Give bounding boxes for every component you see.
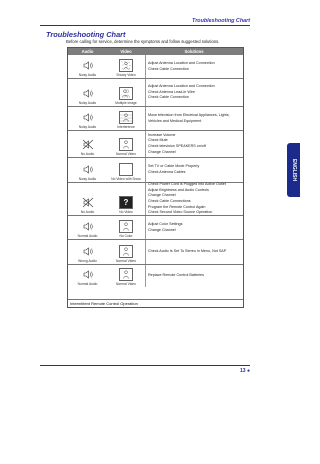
video-caption: No Video	[119, 210, 133, 214]
speaker-icon	[81, 163, 95, 176]
table-row	[68, 216, 243, 240]
solution-line: Check Audio Is Set To Stereo in Menu, Not SAP	[148, 249, 227, 254]
solution-line: Change Channel	[148, 193, 176, 198]
table-row	[68, 55, 243, 79]
audio-caption: Noisy Audio	[78, 73, 97, 77]
question-tv-icon	[119, 196, 133, 209]
language-tab-label: ENGLISH	[290, 158, 297, 182]
audio-caption: No Audio	[80, 210, 95, 214]
solution-line: Check television SPEAKERS on/off	[148, 144, 206, 148]
audio-cell	[68, 265, 107, 287]
solution-line: Check Mute	[148, 138, 168, 143]
solutions-cell	[145, 240, 243, 264]
table-row	[68, 265, 243, 287]
question-glyph: ?	[123, 197, 129, 207]
video-caption: Normal Video	[116, 282, 136, 286]
video-cell	[107, 131, 145, 157]
audio-caption: Normal Audio	[77, 282, 98, 286]
intro-text: Before calling for service, determine the symptoms and follow suggested solutions.	[66, 39, 220, 44]
blank-tv-icon	[119, 163, 133, 176]
solution-line: Check Cable Connection	[148, 66, 189, 71]
solution-line: Program the Remote Control Again	[148, 204, 206, 209]
header-video: Video	[120, 49, 132, 54]
solution-line: Vehicles and Medical Equipment	[148, 118, 202, 123]
speaker-icon	[81, 59, 95, 72]
solution-line: Change Channel	[148, 227, 176, 232]
audio-caption: Noisy Audio	[78, 125, 97, 129]
audio-caption: Noisy Audio	[78, 177, 97, 181]
table-row	[68, 158, 243, 183]
solution-line: Move television from Electrical Appliances, Lights,	[148, 112, 230, 117]
speaker-icon	[81, 268, 95, 281]
audio-cell	[68, 131, 107, 157]
normal-tv-icon	[119, 245, 133, 258]
audio-caption: Normal Audio	[77, 234, 98, 238]
audio-cell	[68, 240, 107, 264]
no-color-tv-icon	[119, 220, 133, 233]
audio-caption: Noisy Audio	[78, 101, 97, 105]
header-solutions: Solutions	[184, 49, 204, 54]
solutions-cell	[145, 265, 243, 287]
solution-line: Set TV or Cable Mode Properly	[148, 164, 200, 169]
snow-tv-icon	[119, 59, 133, 72]
video-cell	[107, 107, 145, 130]
video-caption: Multiple Image	[115, 101, 137, 105]
video-caption: No Color	[119, 234, 133, 238]
audio-caption: Wrong Audio	[78, 259, 97, 263]
running-header-title: Troubleshooting Chart	[192, 18, 250, 24]
speaker-icon	[81, 87, 95, 100]
speaker-muted-icon	[81, 138, 95, 151]
audio-caption: No Audio	[80, 152, 95, 156]
header-rule	[40, 25, 250, 26]
solution-line: Check Power Cord is Plugged into Active Outlet	[148, 182, 226, 187]
solution-line: Check Second Video Source Operation	[148, 210, 213, 215]
solutions-cell	[145, 79, 243, 106]
video-cell	[107, 216, 145, 239]
video-caption: Interference	[117, 125, 135, 129]
troubleshooting-table	[67, 47, 244, 308]
solution-line: Replace Remote Control Batteries	[148, 273, 204, 278]
speaker-muted-icon	[81, 196, 95, 209]
audio-cell	[68, 79, 107, 106]
normal-tv-icon	[119, 138, 133, 151]
video-cell	[107, 240, 145, 264]
solutions-cell	[145, 216, 243, 239]
video-cell	[107, 79, 145, 106]
video-cell	[107, 265, 145, 287]
video-caption: No Video with Snow	[111, 177, 141, 181]
solutions-cell	[145, 183, 243, 215]
speaker-icon	[81, 245, 95, 258]
audio-cell	[68, 107, 107, 130]
audio-cell	[68, 216, 107, 239]
solution-line: Change Channel	[148, 149, 176, 154]
solutions-cell	[145, 158, 243, 182]
solution-line: Check Antenna Lead-in Wire	[148, 89, 195, 94]
table-row	[68, 131, 243, 158]
table-body	[68, 55, 243, 287]
video-cell	[107, 183, 145, 215]
table-header-row	[68, 48, 243, 55]
solutions-cell	[145, 55, 243, 78]
table-last-row: Intermittent Remote Control Operation	[68, 299, 243, 307]
solution-line: Adjust Color Settings	[148, 221, 183, 226]
solution-line: Check Cable Connection	[148, 95, 189, 100]
speaker-icon	[81, 220, 95, 233]
video-cell	[107, 158, 145, 182]
solutions-cell	[145, 107, 243, 130]
section-heading: Troubleshooting Chart	[46, 30, 126, 39]
page-number: 13 ●	[240, 368, 250, 374]
header-audio: Audio	[81, 49, 94, 54]
audio-cell	[68, 55, 107, 78]
ghost-tv-icon	[119, 87, 133, 100]
normal-tv-icon	[119, 268, 133, 281]
footer-rule	[40, 365, 250, 366]
speaker-icon	[81, 111, 95, 124]
video-caption: Snowy Video	[116, 73, 136, 77]
solution-line: Adjust Brightness and Audio Controls	[148, 187, 209, 192]
video-caption: Normal Video	[116, 152, 136, 156]
solution-line: Increase Volume	[148, 132, 176, 137]
video-cell	[107, 55, 145, 78]
table-row	[68, 79, 243, 107]
language-tab	[287, 143, 300, 197]
table-row	[68, 240, 243, 265]
table-row	[68, 183, 243, 216]
solution-line: Check Cable Connections	[148, 199, 191, 203]
solution-line: Adjust Antenna Location and Connection	[148, 84, 215, 89]
audio-cell	[68, 158, 107, 182]
audio-cell	[68, 183, 107, 215]
table-row	[68, 107, 243, 131]
solutions-cell	[145, 131, 243, 157]
video-caption: Normal Video	[116, 259, 136, 263]
interference-tv-icon	[119, 111, 133, 124]
solution-line: Check Antenna Cables	[148, 170, 186, 174]
solution-line: Adjust Antenna Location and Connection	[148, 60, 215, 65]
